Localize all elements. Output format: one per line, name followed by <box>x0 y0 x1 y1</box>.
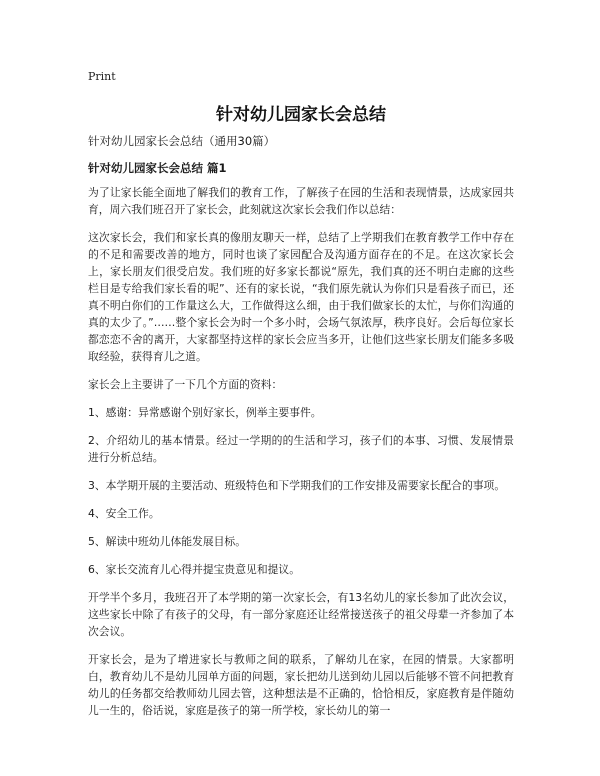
document-subtitle: 针对幼儿园家长会总结（通用30篇） <box>88 134 276 148</box>
list-item-5: 5、解读中班幼儿体能发展目标。 <box>88 535 247 548</box>
paragraph-intro: 为了让家长能全面地了解我们的教育工作，了解孩子在园的生活和表现情景，达成家园共育，周六我们班召开了家长会，此刻就这次家长会我们作以总结： <box>88 186 514 216</box>
list-item-1: 1、感谢：异常感谢个别好家长，例举主要事件。 <box>88 406 322 419</box>
section-heading: 针对幼儿园家长会总结 篇1 <box>88 161 227 175</box>
list-item-2: 2、介绍幼儿的基本情景。经过一学期的的生活和学习，孩子们的本事、习惯、发展情景进行分析总结。 <box>88 434 514 464</box>
paragraph-purpose: 开家长会，是为了增进家长与教师之间的联系，了解幼儿在家，在园的情景。大家都明白，教育幼儿不是幼儿园单方面的问题，家长把幼儿送到幼儿园以后能够不管不问把教育幼儿的任务都交给教师幼儿园去管，这种想法是不正确的，恰恰相反，家庭教育是伴随幼儿一生的，俗话说，家庭是孩子的第一所学校，家长幼儿的第一 <box>88 653 514 717</box>
paragraph-attendance: 开学半个多月，我班召开了本学期的第一次家长会，有13名幼儿的家长参加了此次会议，这些家长中除了有孩子的父母，有一部分家庭还让经常接送孩子的祖父母辈一齐参加了本次会议。 <box>88 591 514 638</box>
list-item-4: 4、安全工作。 <box>88 507 160 520</box>
page-title: 针对幼儿园家长会总结 <box>216 105 386 125</box>
paragraph-meeting: 这次家长会，我们和家长真的像朋友聊天一样，总结了上学期我们在教育教学工作中存在的不足和需要改善的地方，同时也谈了家园配合及沟通方面存在的不足。在这次家长会上，家长朋友们很受启发。我们班的好多家长都说“原先，我们真的还不明白走廊的这些栏目是专给我们家长看的呢”、还有的家长说，“我们原先就认为你们只是看孩子而已，还真不明白你们的工作量这么大，工作做得这么细，由于我们做家长的太忙，与你们沟通的真的太少了。”……整个家长会为时一个多小时，会场气氛浓厚，秩序良好。会后每位家长都恋恋不舍的离开，大家都坚持这样的家长会应当多开，让他们这些家长朋友们能多多吸取经验，获得育儿之道。 <box>88 231 514 363</box>
paragraph-topics-lead: 家长会上主要讲了一下几个方面的资料： <box>88 378 283 391</box>
document-body <box>88 184 514 730</box>
list-item-3: 3、本学期开展的主要活动、班级特色和下学期我们的工作安排及需要家长配合的事项。 <box>88 479 506 492</box>
print-label: Print <box>88 70 116 83</box>
list-item-6: 6、家长交流育儿心得并提宝贵意见和提议。 <box>88 563 301 576</box>
